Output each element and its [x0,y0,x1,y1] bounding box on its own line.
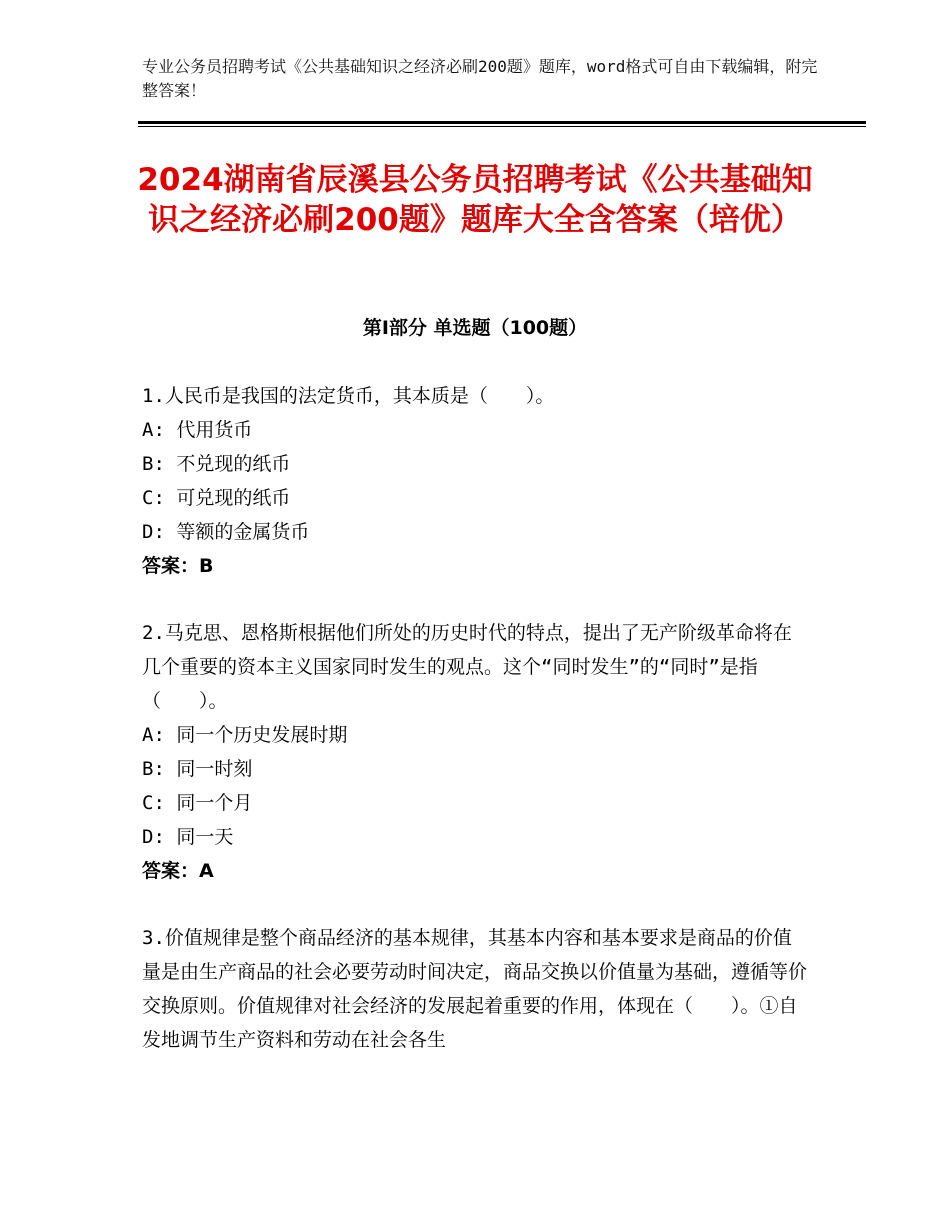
header-rule-thin [138,126,866,127]
option-b: B: 同一时刻 [142,758,253,780]
question-stem: 2.马克思、恩格斯根据他们所处的历史时代的特点，提出了无产阶级革命将在几个重要的资本主义国家同时发生的观点。这个“同时发生”的“同时”是指（ ）。 [142,622,792,712]
answer-line: 答案：A [142,860,214,882]
option-d: D: 同一天 [142,826,234,848]
option-c: C: 同一个月 [142,792,253,814]
question-list [142,379,807,1090]
option-b: B: 不兑现的纸币 [142,453,291,475]
header-rule-thick [138,121,866,124]
question-stem: 1.人民币是我国的法定货币，其本质是（ ）。 [142,385,555,407]
question-2 [142,616,807,888]
option-a: A: 同一个历史发展时期 [142,724,348,746]
section-heading: 第I部分 单选题（100题） [362,317,588,339]
question-stem: 3.价值规律是整个商品经济的基本规律，其基本内容和基本要求是商品的价值量是由生产商品的社会必要劳动时间决定，商品交换以价值量为基础，遵循等价交换原则。价值规律对社会经济的发展起着重要的作用，体现在（ ）。①自发地调节生产资料和劳动在社会各生 [142,927,808,1051]
option-d: D: 等额的金属货币 [142,521,310,543]
option-a: A: 代用货币 [142,419,253,441]
answer-line: 答案：B [142,555,214,577]
question-1 [142,379,807,583]
question-3 [142,921,807,1057]
document-title: 2024湖南省辰溪县公务员招聘考试《公共基础知识之经济必刷200题》题库大全含答案（培优） [137,162,813,238]
option-c: C: 可兑现的纸币 [142,487,291,509]
header-note: 专业公务员招聘考试《公共基础知识之经济必刷200题》题库，word格式可自由下载编辑，附完整答案！ [142,57,818,100]
